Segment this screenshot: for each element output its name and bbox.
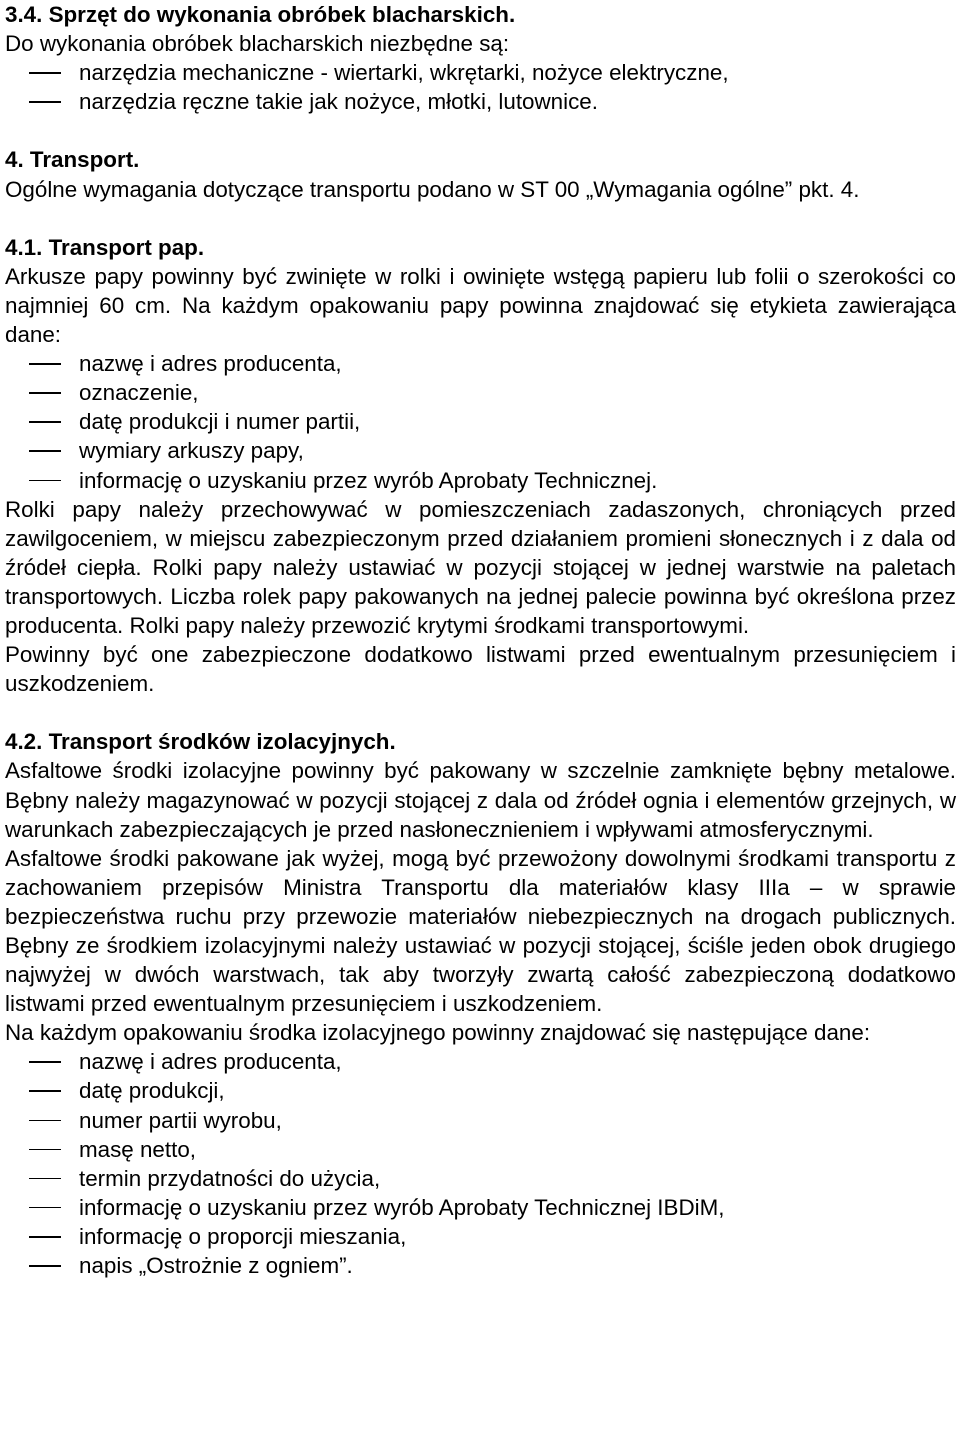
list-item: wymiary arkuszy papy, — [5, 436, 956, 465]
section-4-1-paragraph-2: Rolki papy należy przechowywać w pomieszczeniach zadaszonych, chroniących przed zawilgoceniem, w miejscu zabezpieczonym przed działaniem promieni słonecznych i z dala od źródeł ciepła. Rolki papy należy ustawiać w pozycji stojącej w jednej warstwie na paletach transportowych. Liczba rolek papy pakowanych na jednej palecie powinna być określona przez producenta. Rolki papy należy przewozić krytymi środkami transportowymi. — [5, 496, 956, 638]
dash-bullet-icon — [29, 1061, 61, 1063]
section-4-1-paragraph-3: Powinny być one zabezpieczone dodatkowo listwami przed ewentualnym przesunięciem i uszkodzeniem. — [5, 642, 956, 697]
section-4-2-paragraph-1: Asfaltowe środki izolacyjne powinny być pakowany w szczelnie zamknięte bębny metalowe. Bębny należy magazynować w pozycji stojącej z dala od źródeł ognia i elementów grzejnych, w warunkach zabezpieczających je przed nasłonecznieniem i wpływami atmosferycznymi. — [5, 758, 956, 842]
section-3-4-list — [5, 58, 956, 116]
list-item: datę produkcji, — [5, 1076, 956, 1105]
dash-bullet-icon — [29, 72, 61, 74]
list-item: nazwę i adres producenta, — [5, 1047, 956, 1076]
dash-bullet-icon — [29, 392, 61, 394]
section-3-4-intro: Do wykonania obróbek blacharskich niezbędne są: — [5, 31, 510, 57]
section-4-1-list — [5, 349, 956, 494]
section-4-2-list — [5, 1047, 956, 1280]
dash-bullet-icon — [29, 1265, 61, 1267]
spacer — [5, 698, 956, 727]
list-item: numer partii wyrobu, — [5, 1106, 956, 1135]
list-item: napis „Ostrożnie z ogniem”. — [5, 1251, 956, 1280]
list-item: narzędzia ręczne takie jak nożyce, młotki, lutownice. — [5, 87, 956, 116]
dash-bullet-icon — [29, 1207, 61, 1209]
spacer — [5, 116, 956, 145]
list-item: informację o uzyskaniu przez wyrób Aprobaty Technicznej. — [5, 466, 956, 495]
list-item: nazwę i adres producenta, — [5, 349, 956, 378]
dash-bullet-icon — [29, 1149, 61, 1151]
list-item: informację o uzyskaniu przez wyrób Aprobaty Technicznej IBDiM, — [5, 1193, 956, 1222]
dash-bullet-icon — [29, 450, 61, 452]
section-4-1-text: Arkusze papy powinny być zwinięte w rolki i owinięte wstęgą papieru lub folii o szerokości co najmniej 60 cm. Na każdym opakowaniu papy powinna znajdować się etykieta zawierająca dane: — [5, 263, 956, 348]
section-3-4-heading: 3.4. Sprzęt do wykonania obróbek blacharskich. — [5, 2, 516, 27]
section-4-2-paragraph-3: Na każdym opakowaniu środka izolacyjnego powinny znajdować się następujące dane: — [5, 1020, 871, 1046]
dash-bullet-icon — [29, 1120, 61, 1122]
dash-bullet-icon — [29, 101, 61, 103]
document-page — [5, 0, 956, 1280]
spacer — [5, 204, 956, 233]
dash-bullet-icon — [29, 421, 61, 423]
section-4-2-paragraph-2: Asfaltowe środki pakowane jak wyżej, mogą być przewożony dowolnymi środkami transportu z zachowaniem przepisów Ministra Transportu dla materiałów klasy IIIa – w sprawie bezpieczeństwa ruchu przy przewozie materiałów niebezpiecznych na drogach publicznych. Bębny ze środkiem izolacyjnymi należy ustawiać w pozycji stojącej, ściśle jeden obok drugiego najwyżej w dwóch warstwach, tak aby tworzyły zwartą całość zabezpieczoną dodatkowo listwami przed ewentualnym przesunięciem i uszkodzeniem. — [5, 845, 956, 1017]
list-item: termin przydatności do użycia, — [5, 1164, 956, 1193]
dash-bullet-icon — [29, 480, 61, 482]
dash-bullet-icon — [29, 363, 61, 365]
list-item: narzędzia mechaniczne - wiertarki, wkrętarki, nożyce elektryczne, — [5, 58, 956, 87]
section-4-1-heading: 4.1. Transport pap. — [5, 234, 205, 260]
list-item: informację o proporcji mieszania, — [5, 1222, 956, 1251]
dash-bullet-icon — [29, 1178, 61, 1180]
dash-bullet-icon — [29, 1090, 61, 1092]
list-item: masę netto, — [5, 1135, 956, 1164]
section-4-text: Ogólne wymagania dotyczące transportu podano w ST 00 „Wymagania ogólne” pkt. 4. — [5, 176, 860, 202]
dash-bullet-icon — [29, 1236, 61, 1238]
section-4-heading: 4. Transport. — [5, 147, 140, 173]
section-4-2-heading: 4.2. Transport środków izolacyjnych. — [5, 729, 396, 755]
list-item: datę produkcji i numer partii, — [5, 407, 956, 436]
list-item: oznaczenie, — [5, 378, 956, 407]
